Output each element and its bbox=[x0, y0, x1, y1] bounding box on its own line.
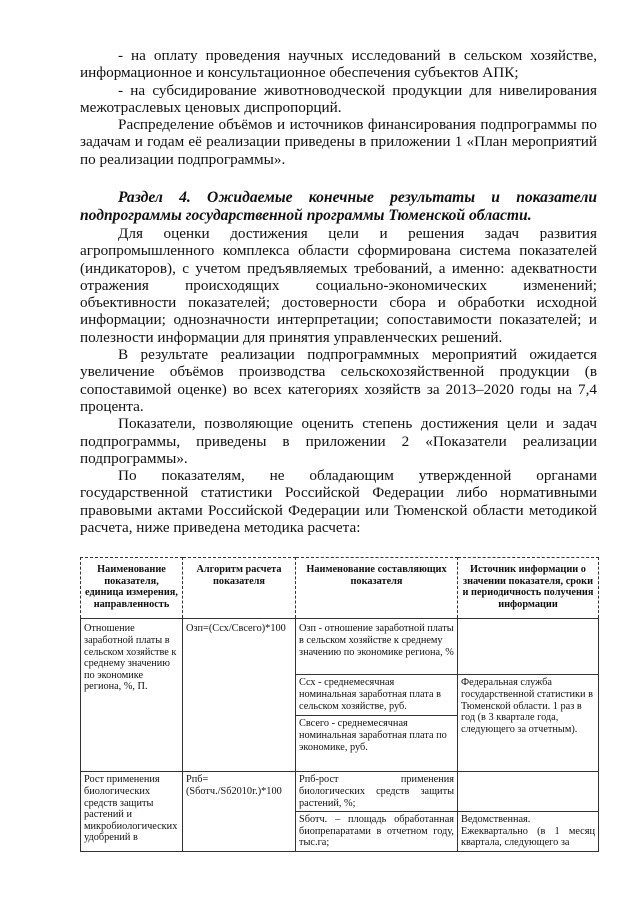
paragraph-indicators-appendix: Показатели, позволяющие оценить степень достижения цели и задач подпрограммы, приведены в приложении 2 «Показатели реализации подпрограммы». bbox=[80, 415, 597, 467]
cell-algorithm: Озп=(Ссх/Свсего)*100 bbox=[183, 619, 296, 772]
paragraph-indicator-system: Для оценки достижения цели и решения задач развития агропромышленного комплекса области сформирована система показателей (индикаторов), с учетом предъявляемых требований, а именно: адекватности отражения происходящих социально-экономических изменений; объективности показателей; достоверности сбора и обработки исходной информации; однозначности интерпретации; сопоставимости показателей; и полезности информации для принятия управленческих решений. bbox=[80, 225, 597, 346]
paragraph-expected-growth: В результате реализации подпрограммных мероприятий ожидается увеличение объёмов производства сельскохозяйственной продукции (в сопоставимой оценке) во всех категориях хозяйств за 2013–2020 годы на 7,4 процента. bbox=[80, 346, 597, 415]
cell-component: Рпб-рост применения биологических средств защиты растений, %; bbox=[296, 772, 458, 812]
cell-algorithm: Рпб=(Sботч./Sб2010г.)*100 bbox=[183, 772, 296, 852]
cell-component: Свсего - среднемесячная номинальная заработная плата по экономике, руб. bbox=[296, 716, 458, 772]
cell-source-empty bbox=[458, 619, 599, 675]
cell-source-empty bbox=[458, 772, 599, 812]
paragraph-apk-funding: - на оплату проведения научных исследований в сельском хозяйстве, информационное и консультационное обеспечения субъектов АПК; bbox=[80, 47, 597, 82]
body-text-top bbox=[80, 47, 597, 168]
paragraph-methodology-intro: По показателям, не обладающим утвержденной органами государственной статистики Российской Федерации либо нормативными правовыми актами Российской Федерации или Тюменской области методикой расчета, ниже приведена методика расчета: bbox=[80, 467, 597, 537]
table-header-row bbox=[81, 558, 599, 619]
header-indicator-name: Наименование показателя, единица измерения, направленность bbox=[81, 558, 183, 619]
cell-source: Федеральная служба государственной статистики в Тюменской области. 1 раз в год (в 3 квартале года, следующего за отчетным). bbox=[458, 675, 599, 772]
paragraph-funding-distribution: Распределение объёмов и источников финансирования подпрограммы по задачам и годам её реализации приведены в приложении 1 «План мероприятий по реализации подпрограммы». bbox=[80, 116, 597, 168]
cell-indicator-name: Рост применения биологических средств защиты растений и микробиологических удобрений в bbox=[81, 772, 183, 852]
header-algorithm: Алгоритм расчета показателя bbox=[183, 558, 296, 619]
header-source: Источник информации о значении показателя, сроки и периодичность получения информации bbox=[458, 558, 599, 619]
table-row bbox=[81, 772, 599, 812]
cell-component: Sботч. – площадь обработанная биопрепаратами в отчетном году, тыс.га; bbox=[296, 812, 458, 852]
section-4 bbox=[80, 189, 597, 536]
cell-source: Ведомственная. Ежеквартально (в 1 месяц квартала, следующего за bbox=[458, 812, 599, 852]
cell-component: Озп - отношение заработной платы в сельском хозяйстве к среднему значению по экономике региона, % bbox=[296, 619, 458, 675]
header-components: Наименование составляющих показателя bbox=[296, 558, 458, 619]
cell-indicator-name: Отношение заработной платы в сельском хозяйстве к среднему значению по экономике региона, %, П. bbox=[81, 619, 183, 772]
section-heading: Раздел 4. Ожидаемые конечные результаты и показатели подпрограммы государственной программы Тюменской области. bbox=[80, 189, 597, 224]
methodology-table bbox=[80, 557, 599, 852]
paragraph-livestock-subsidy: - на субсидирование животноводческой продукции для нивелирования межотраслевых ценовых диспропорций. bbox=[80, 81, 597, 116]
cell-component: Ссх - среднемесячная номинальная заработная плата в сельском хозяйстве, руб. bbox=[296, 675, 458, 716]
table-row bbox=[81, 619, 599, 675]
